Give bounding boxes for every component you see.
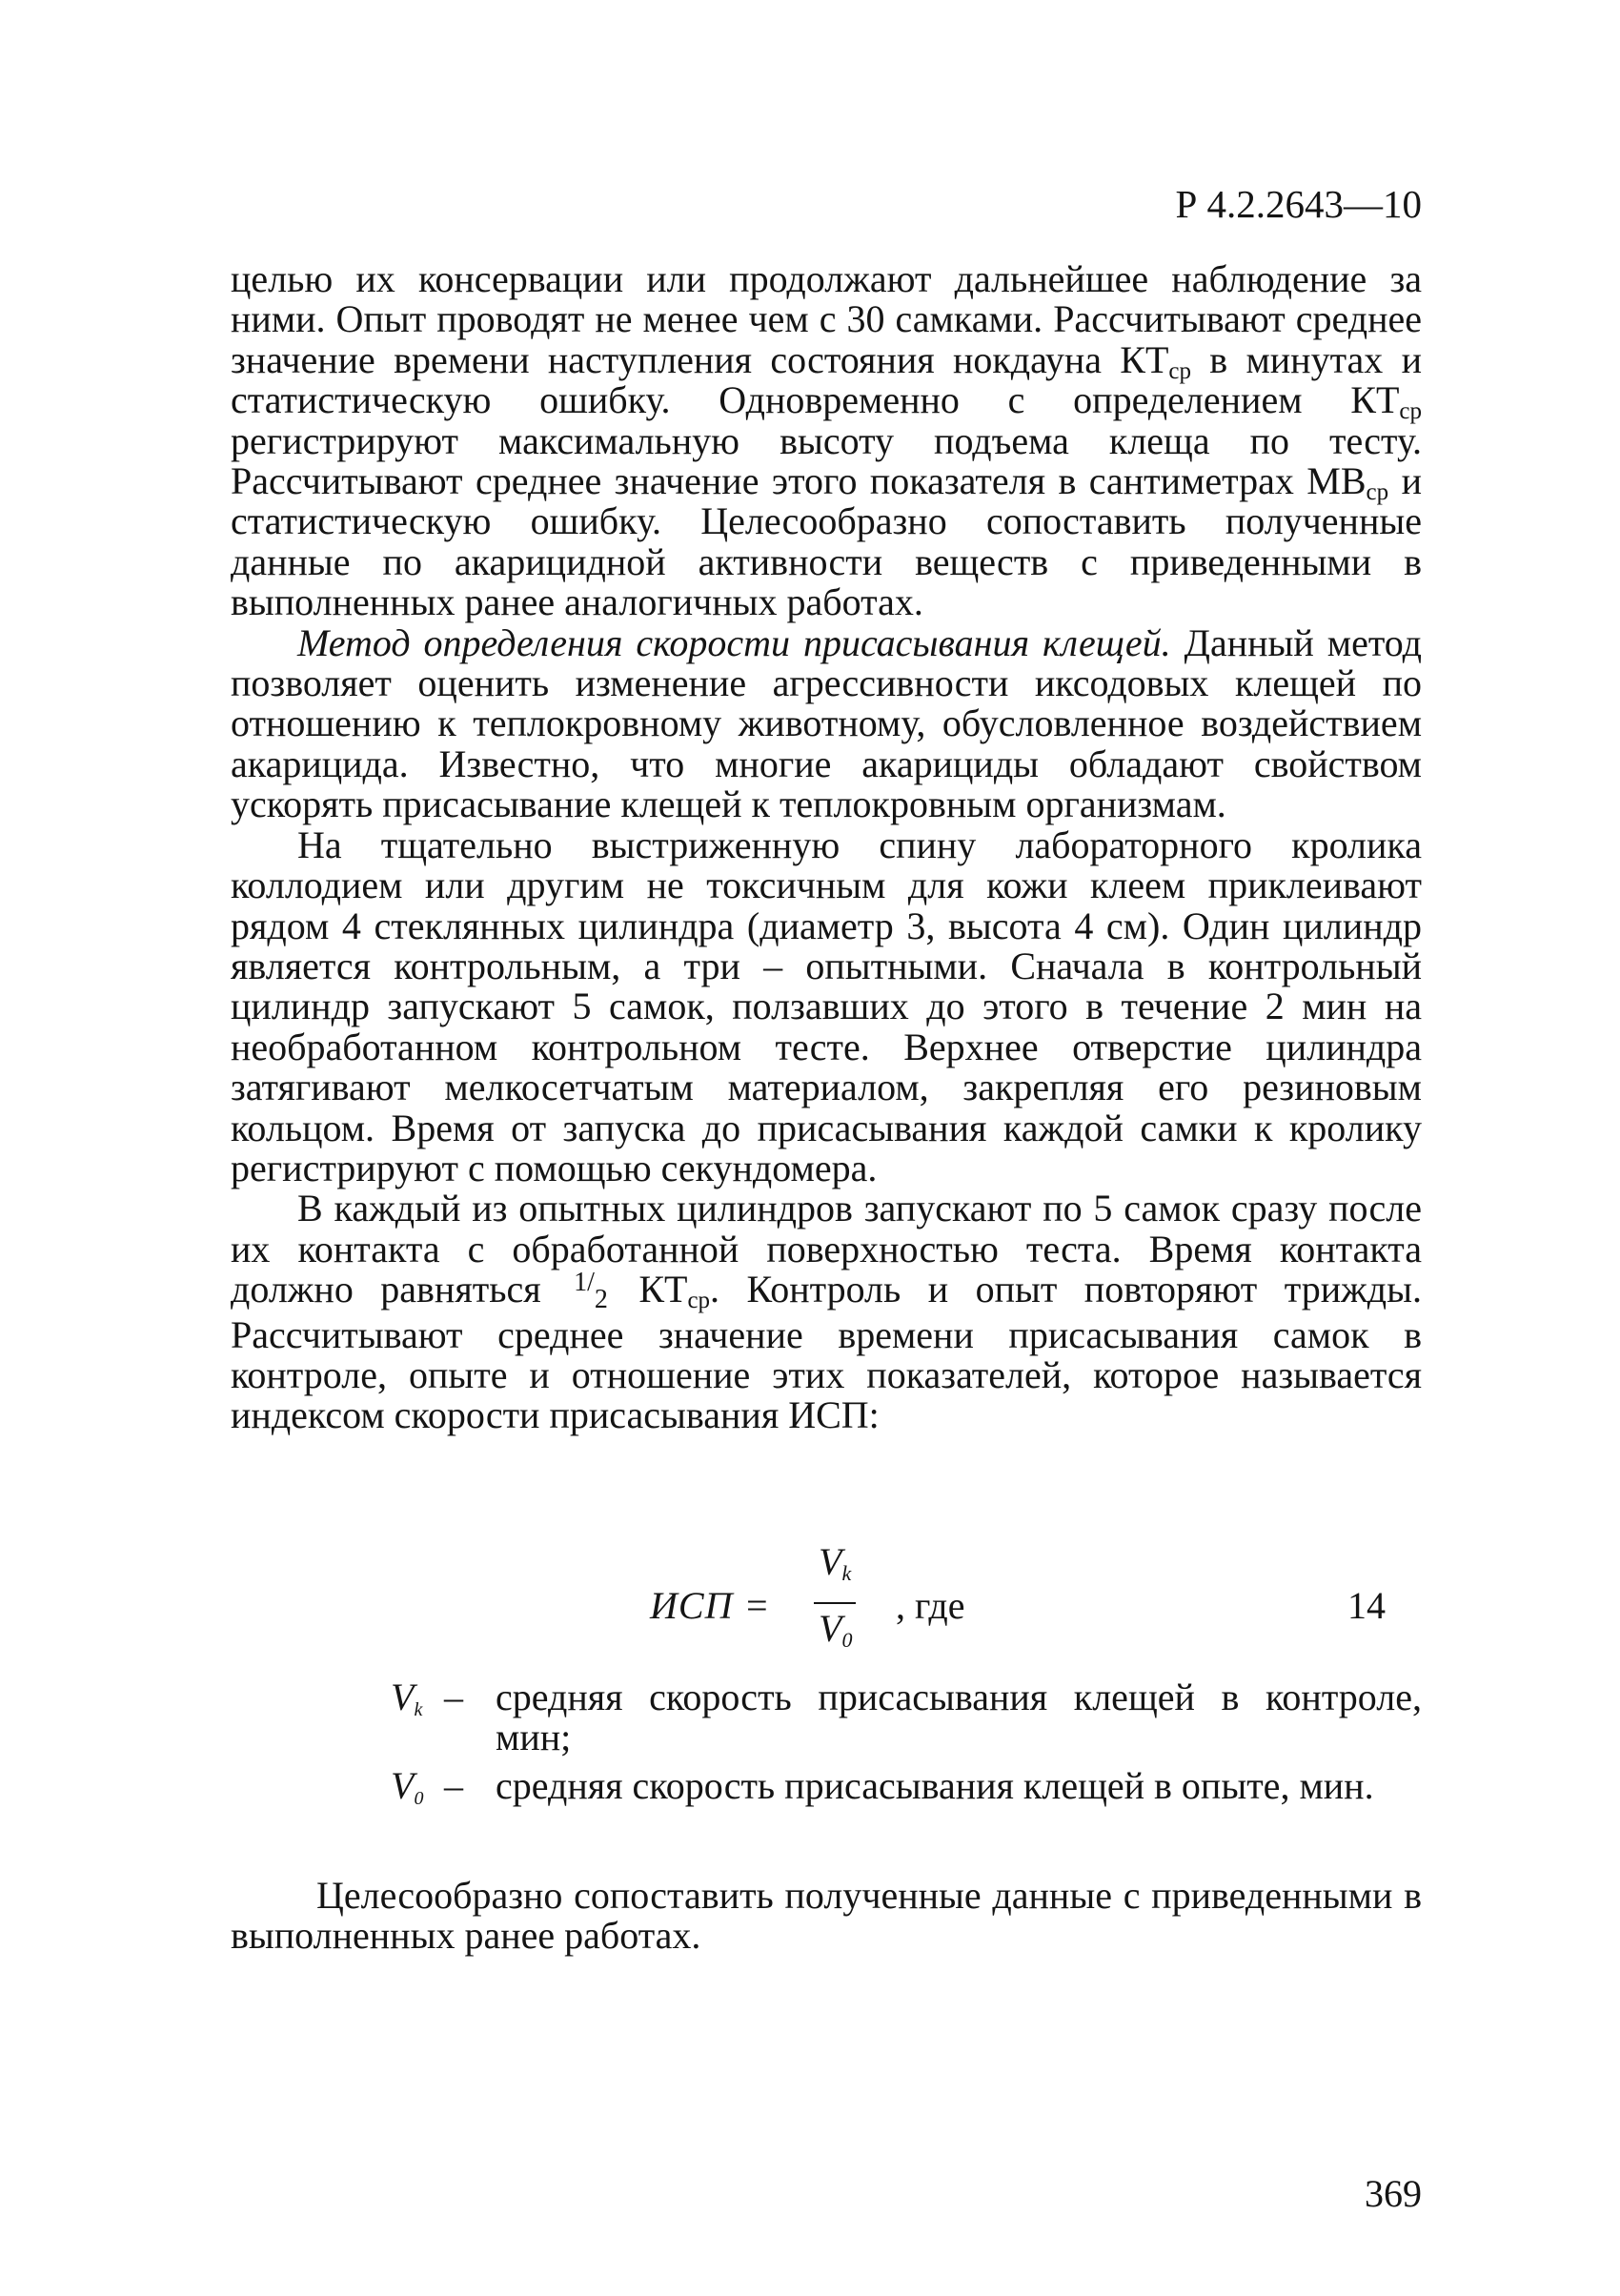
symbol-var: V xyxy=(391,1763,415,1807)
definition-text: средняя скорость присасывания клещей в опыте, мин. xyxy=(496,1763,1374,1807)
closing-paragraph: Целесообразно сопоставить полученные данные с приведенными в выполненных ранее работах. xyxy=(231,1874,1422,1958)
denominator-variable: V xyxy=(819,1607,842,1650)
formula-numerator xyxy=(819,1539,851,1584)
paragraph-4 xyxy=(231,1189,1422,1435)
formula-lhs: ИСП = xyxy=(650,1584,771,1627)
p1-subscript-1: ср xyxy=(1168,357,1192,384)
p1-text-2: в минутах и статистическую ошибку. Одновременно с определением КТ xyxy=(231,337,1422,422)
method-heading: Метод определения скорости присасывания клещей. xyxy=(297,620,1171,664)
document-code-header: Р 4.2.2643—10 xyxy=(1175,182,1422,226)
p1-subscript-2: ср xyxy=(1399,398,1422,425)
symbol-var: V xyxy=(391,1676,415,1718)
p1-subscript-3: ср xyxy=(1366,479,1389,506)
paragraph-2 xyxy=(231,620,1422,826)
definition-dash: – xyxy=(444,1676,463,1718)
fraction-denominator: 2 xyxy=(594,1285,608,1315)
formula-number: 14 xyxy=(1347,1584,1386,1627)
page-number: 369 xyxy=(1365,2172,1422,2215)
variable-definitions xyxy=(231,1677,1422,1814)
p4-subscript-1: ср xyxy=(687,1288,711,1314)
symbol-sub: 0 xyxy=(414,1787,424,1809)
formula-14 xyxy=(231,1539,1422,1663)
fraction-bar xyxy=(814,1602,856,1604)
denominator-subscript: 0 xyxy=(841,1628,853,1652)
p1-text-4: и статистическую ошибку. Целесообразно сопоставить полученные данные по акарицидной активности веществ с приведенными в выполненных ранее аналогичных работах. xyxy=(231,459,1423,624)
one-half-fraction xyxy=(574,1268,608,1315)
numerator-subscript: k xyxy=(841,1561,852,1585)
fraction-slash: / xyxy=(587,1268,595,1298)
body-text xyxy=(231,259,1422,1436)
symbol-sub: k xyxy=(414,1699,423,1720)
formula-denominator xyxy=(819,1606,852,1651)
p4-text-1: В каждый из опытных цилиндров запускают по 5 самок сразу после их контакта с обработанной поверхностью теста. Время контакта должно равняться xyxy=(231,1187,1422,1311)
definition-vk xyxy=(231,1677,1422,1758)
paragraph-3: На тщательно выстриженную спину лабораторного кролика коллодием или другим не токсичным для кожи клеем приклеивают рядом 4 стеклянных цилиндра (диаметр 3, высота 4 см). Один цилиндр является контрольным, а три – опытными. Сначала в контрольный цилиндр запускают 5 самок, ползавших до этого в течение 2 мин на необработанном контрольном тесте. Верхнее отверстие цилиндра затягивают мелкосетчатым материалом, закрепляя его резиновым кольцом. Время от запуска до присасывания каждой самки к кролику регистрируют с помощью секундомера. xyxy=(231,823,1422,1189)
p1-text-1: целью их консервации или продолжают дальнейшее наблюдение за ними. Опыт проводят не менее чем с 30 самками. Рассчитывают среднее значение времени наступления состояния нокдауна КТ xyxy=(231,257,1422,381)
definition-symbol xyxy=(391,1676,423,1720)
p4-text-3: . Контроль и опыт повторяют трижды. Рассчитывают среднее значение времени присасывания самок в контроле, опыте и отношение этих показателей, которое называется индексом скорости присасывания ИСП: xyxy=(231,1268,1422,1437)
formula-where: , где xyxy=(896,1584,965,1627)
p1-text-3: регистрируют максимальную высоту подъема клеща по тесту. Рассчитывают среднее значение этого показателя в сантиметрах МВ xyxy=(231,418,1422,503)
numerator-variable: V xyxy=(819,1540,842,1583)
definition-v0 xyxy=(231,1763,1422,1809)
definition-dash: – xyxy=(444,1763,463,1807)
definition-text: средняя скорость присасывания клещей в контроле, мин; xyxy=(496,1676,1422,1759)
p2-text: Данный метод позволяет оценить изменение агрессивности иксодовых клещей по отношению к теплокровному животному, обусловленное воздействием акарицида. Известно, что многие акарициды обладают свойством ускорять присасывание клещей к теплокровным организмам. xyxy=(231,620,1422,826)
p4-text-2: КТ xyxy=(611,1268,688,1311)
definition-symbol xyxy=(391,1763,424,1809)
fraction-numerator: 1 xyxy=(574,1268,588,1298)
paragraph-1 xyxy=(231,259,1422,623)
